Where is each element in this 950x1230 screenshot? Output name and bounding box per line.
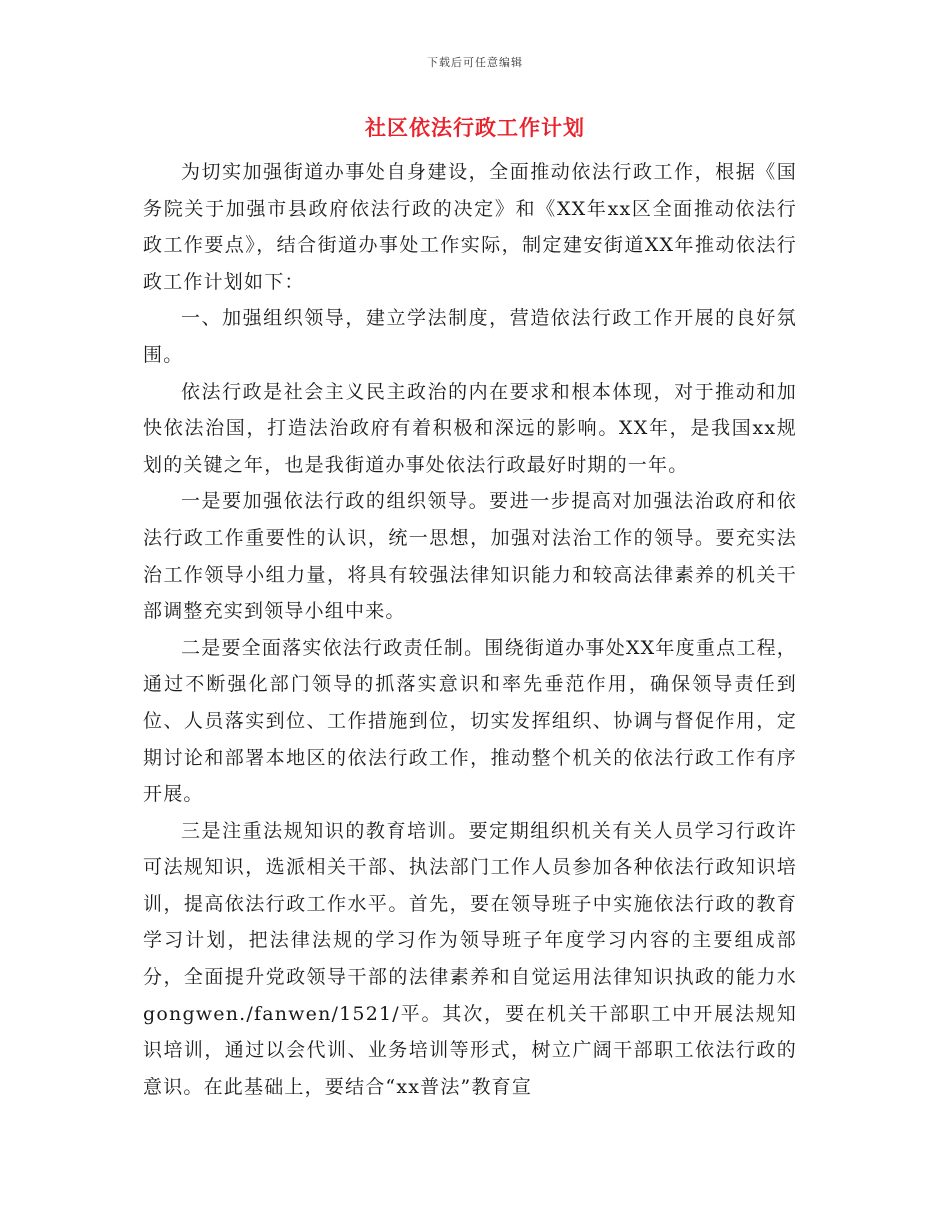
- paragraph-point-one: 一是要加强依法行政的组织领导。要进一步提高对加强法治政府和依法行政工作重要性的认识，统一思想，加强对法治工作的领导。要充实法治工作领导小组力量，将具有较强法律知识能力和较高法律素养的机关干部调整充实到领导小组中来。: [143, 490, 797, 623]
- document-title: 社区依法行政工作计划: [365, 115, 585, 140]
- paragraph-section-heading: 一、加强组织领导，建立学法制度，营造依法行政工作开展的良好氛围。: [143, 307, 797, 366]
- paragraph-point-two: 二是要全面落实依法行政责任制。围绕街道办事处XX年度重点工程，通过不断强化部门领导的抓落实意识和率先垂范作用，确保领导责任到位、人员落实到位、工作措施到位，切实发挥组织、协调与督促作用，定期讨论和部署本地区的依法行政工作，推动整个机关的依法行政工作有序开展。: [143, 636, 797, 806]
- paragraph-intro: 为切实加强街道办事处自身建设，全面推动依法行政工作，根据《国务院关于加强市县政府依法行政的决定》和《XX年xx区全面推动依法行政工作要点》，结合街道办事处工作实际，制定建安街道XX年推动依法行政工作计划如下：: [143, 161, 797, 293]
- paragraph-point-three: 三是注重法规知识的教育培训。要定期组织机关有关人员学习行政许可法规知识，选派相关干部、执法部门工作人员参加各种依法行政知识培训，提高依法行政工作水平。首先，要在领导班子中实施依法行政的教育学习计划，把法律法规的学习作为领导班子年度学习内容的主要组成部分，全面提升党政领导干部的法律素养和自觉运用法律知识执政的能力水gongwen./fanwen/1521/平。其次，要在机关干部职工中开展法规知识培训，通过以会代训、业务培训等形式，树立广阔干部职工依法行政的意识。在此基础上，要结合“xx普法”教育宣: [143, 819, 797, 1098]
- page-header-note: 下载后可任意编辑: [427, 56, 523, 69]
- paragraph-background: 依法行政是社会主义民主政治的内在要求和根本体现，对于推动和加快依法治国，打造法治政府有着积极和深远的影响。XX年，是我国xx规划的关键之年，也是我街道办事处依法行政最好时期的一年。: [143, 380, 797, 476]
- document-body: [143, 154, 797, 1105]
